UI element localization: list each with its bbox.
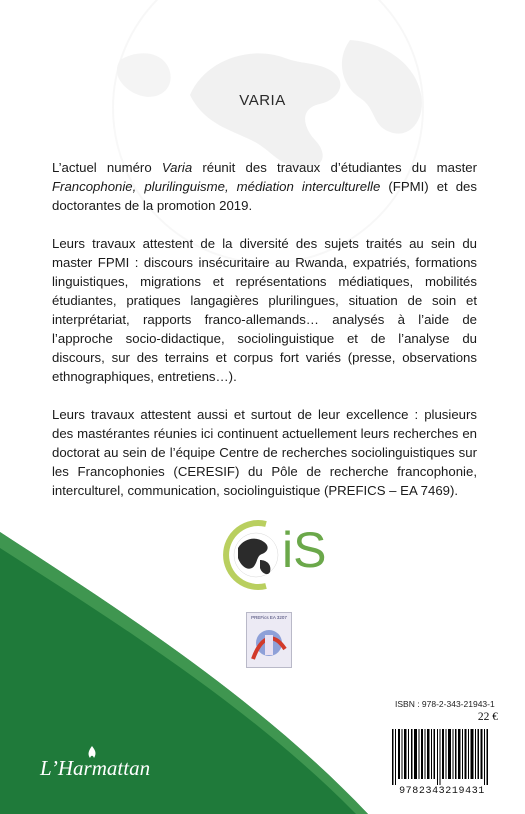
paragraph-2: Leurs travaux attestent de la diversité des sujets traités au sein du master FPMI : discours insécuritaire au Rwanda, expatriés, formations linguistiques, migrations et représentations médiatiques, mobilités étudiantes, pratiques langagières plurilingues, situation de soin et interprétariat, rapports franco-allemands… analysés à l’aide de l’approche socio-didactique, sociolinguistique et de l’analyse du discours, sur des terrains et corpus fort variés (presse, observations ethnographiques, entretiens…). — [52, 236, 477, 384]
barcode-digits: 9782343219431 — [399, 786, 485, 797]
price: 22 € — [477, 711, 498, 723]
barcode-bars — [386, 727, 498, 787]
prefics-logo — [246, 612, 292, 668]
cis-logo — [218, 516, 338, 594]
barcode — [386, 727, 498, 799]
paragraph-1: L’actuel numéro Varia réunit des travaux d’étudiantes du master Francophonie, plurilinguisme, médiation interculturelle (FPMI) et des doctorantes de la promotion 2019. — [52, 160, 477, 213]
section-title: VARIA — [239, 92, 286, 109]
back-cover-text — [52, 158, 477, 519]
paragraph-3: Leurs travaux attestent aussi et surtout de leur excellence : plusieurs des mastérantes réunies ici continuent actuellement leurs recherches en doctorat au sein de l’équipe Centre de recherches sociolinguistiques sur les Francophonies (CERESIF) du Pôle de recherche francophonie, interculturel, communication, sociolinguistique (PREFICS – EA 7469). — [52, 407, 477, 498]
prefics-label: PREFics EA 3207 — [251, 615, 287, 620]
logo-text: iS — [282, 522, 327, 578]
isbn: ISBN : 978-2-343-21943-1 — [395, 699, 495, 709]
publisher-name: L’Harmattan — [40, 756, 151, 780]
